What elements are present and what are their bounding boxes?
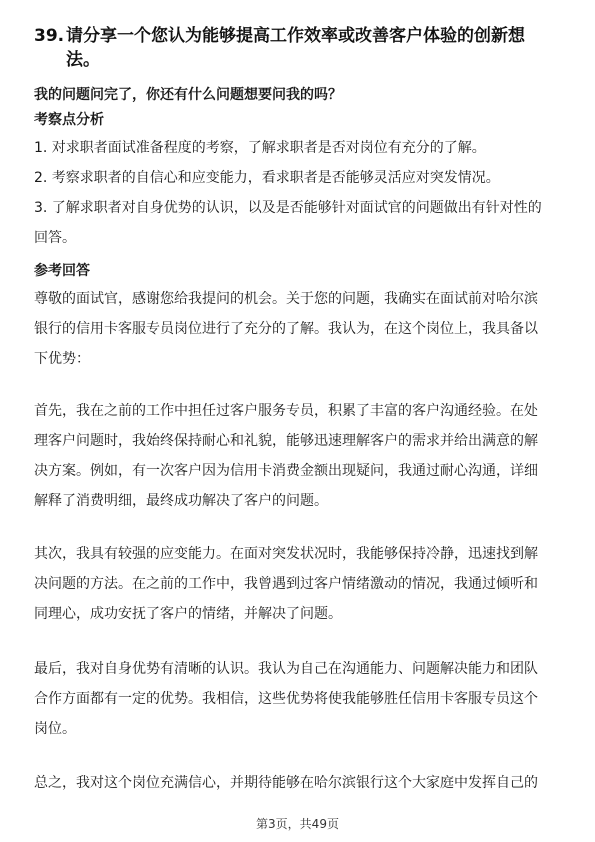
analysis-list (34, 133, 564, 253)
page-number-footer: 第3页，共49页 (256, 817, 339, 831)
paragraph-line: 总之，我对这个岗位充满信心，并期待能够在哈尔滨银行这个大家庭中发挥自己的 (34, 775, 538, 791)
answer-paragraph-4 (34, 654, 564, 744)
question-title (34, 24, 564, 72)
question-text-line2: 法。 (66, 50, 100, 70)
paragraph-line: 下优势： (34, 351, 90, 367)
question-text-line1: 请分享一个您认为能够提高工作效率或改善客户体验的创新想 (66, 26, 525, 46)
paragraph-line: 首先，我在之前的工作中担任过客户服务专员，积累了丰富的客户沟通经验。在处 (34, 403, 538, 419)
question-number: 39. (34, 26, 65, 46)
paragraph-line: 银行的信用卡客服专员岗位进行了充分的了解。我认为，在这个岗位上，我具备以 (34, 321, 538, 337)
paragraph-line: 其次，我具有较强的应变能力。在面对突发状况时，我能够保持冷静，迅速找到解 (34, 546, 538, 562)
paragraph-line: 解释了消费明细，最终成功解决了客户的问题。 (34, 493, 328, 509)
answer-heading: 参考回答 (34, 263, 90, 279)
answer-paragraph-1 (34, 284, 564, 374)
answer-paragraph-3 (34, 539, 564, 629)
paragraph-line: 决问题的方法。在之前的工作中，我曾遇到过客户情绪激动的情况，我通过倾听和 (34, 576, 538, 592)
paragraph-line: 决方案。例如，有一次客户因为信用卡消费金额出现疑问，我通过耐心沟通，详细 (34, 463, 538, 479)
paragraph-line: 尊敬的面试官，感谢您给我提问的机会。关于您的问题，我确实在面试前对哈尔滨 (34, 291, 538, 307)
answer-paragraph-2 (34, 396, 564, 516)
paragraph-line: 合作方面都有一定的优势。我相信，这些优势将使我能够胜任信用卡客服专员这个 (34, 691, 538, 707)
analysis-item: 3. 了解求职者对自身优势的认识，以及是否能够针对面试官的问题做出有针对性的 (34, 200, 542, 216)
paragraph-line: 岗位。 (34, 721, 76, 737)
analysis-item: 回答。 (34, 230, 76, 246)
answer-paragraph-5 (34, 768, 564, 798)
next-question-heading: 我的问题问完了，你还有什么问题想要问我的吗？ (34, 87, 342, 103)
analysis-item: 2. 考察求职者的自信心和应变能力，看求职者是否能够灵活应对突发情况。 (34, 170, 500, 186)
analysis-heading: 考察点分析 (34, 112, 104, 128)
paragraph-line: 同理心，成功安抚了客户的情绪，并解决了问题。 (34, 606, 342, 622)
analysis-item: 1. 对求职者面试准备程度的考察，了解求职者是否对岗位有充分的了解。 (34, 140, 486, 156)
paragraph-line: 最后，我对自身优势有清晰的认识。我认为自己在沟通能力、问题解决能力和团队 (34, 661, 538, 677)
paragraph-line: 理客户问题时，我始终保持耐心和礼貌，能够迅速理解客户的需求并给出满意的解 (34, 433, 538, 449)
